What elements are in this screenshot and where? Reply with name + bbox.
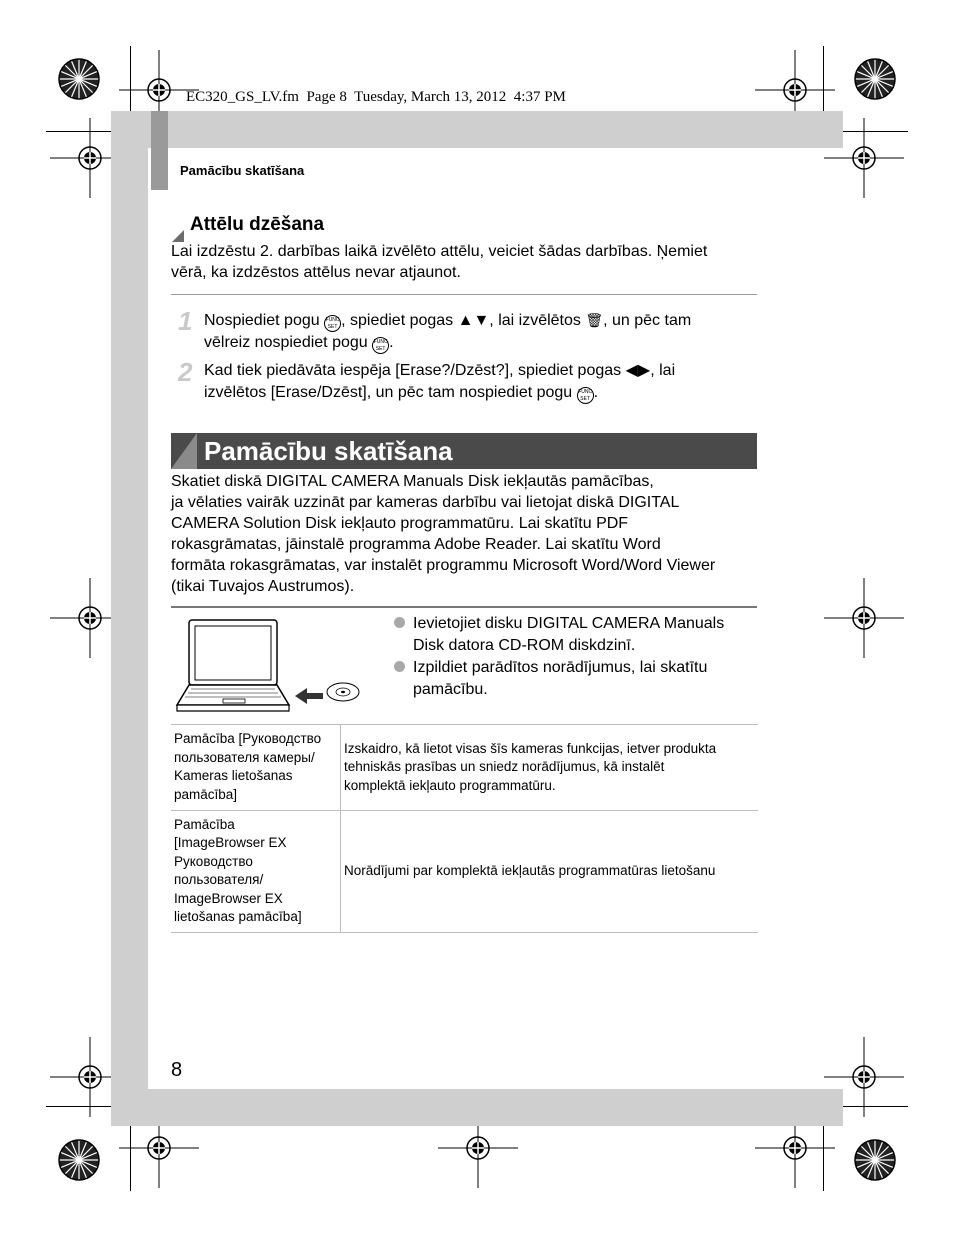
manuals-table <box>171 725 758 933</box>
left-band <box>111 148 148 1126</box>
step-number: 1 <box>178 306 193 336</box>
file-info: EC320_GS_LV.fm Page 8 Tuesday, March 13, 2012 4:37 PM <box>186 89 566 105</box>
intro-line: CAMERA Solution Disk iekļauto programmatūru. Lai skatītu PDF <box>171 515 629 532</box>
manual-desc-cell: Norādījumi par komplektā iekļautās programmatūras lietošanu <box>344 862 716 878</box>
manual-name-cell: Pamācība [Руководство пользователя камеры/ Kameras lietošanas pamācība] <box>171 725 341 810</box>
intro-line: ja vēlaties vairāk uzzināt par kameras darbību vai lietojat diskā DIGITAL <box>171 494 680 511</box>
func-set-icon: FUNC SET <box>325 317 340 330</box>
intro-paragraph <box>171 241 707 283</box>
step-text: Kad tiek piedāvāta iespēja [Erase?/Dzēst?], spiediet pogas ◀▶, lai izvēlētos [Erase/Dzēst], un pēc tam nospiediet pogu FUNC SET . <box>204 362 676 402</box>
func-set-icon: FUNC SET <box>373 339 388 352</box>
divider <box>171 294 757 295</box>
section-heading: Pamācību skatīšana <box>204 436 453 466</box>
manual-name-cell: Pamācība [ImageBrowser EX Руководство пользователя/ ImageBrowser EX lietošanas pamācība] <box>171 810 341 932</box>
intro-line: (tikai Tuvajos Austrumos). <box>171 578 355 595</box>
bullet-icon <box>394 617 405 628</box>
up-down-arrows-icon: ▲▼ <box>457 312 490 329</box>
intro-line: vērā, ka izdzēstos attēlus nevar atjaunot. <box>171 264 461 281</box>
section2-intro <box>171 471 715 597</box>
laptop-cd-illustration <box>175 617 365 717</box>
bullet-text: Ievietojiet disku DIGITAL CAMERA Manuals Disk datora CD-ROM diskdzinī. <box>413 615 725 654</box>
intro-line: Lai izdzēstu 2. darbības laikā izvēlēto attēlu, veiciet šādas darbības. Ņemiet <box>171 243 708 260</box>
bullet-text: Izpildiet parādītos norādījumus, lai skatītu pamācību. <box>413 659 708 698</box>
table-row <box>171 810 758 932</box>
table-row <box>171 725 758 810</box>
intro-line: formāta rokasgrāmatas, var instalēt programmu Microsoft Word/Word Viewer <box>171 557 716 574</box>
trash-icon: 🗑 <box>585 312 604 328</box>
intro-line: Skatiet diskā DIGITAL CAMERA Manuals Disk iekļautās pamācības, <box>171 473 654 490</box>
func-set-icon: FUNC SET <box>578 389 593 402</box>
step-number: 2 <box>178 357 193 387</box>
page-number: 8 <box>171 1059 183 1081</box>
header-tab <box>151 111 168 190</box>
section-title: Attēlu dzēšana <box>190 214 325 235</box>
step-text: Nospiediet pogu FUNC SET , spiediet pogas ▲▼, lai izvēlētos 🗑, un pēc tam vēlreiz nospiediet pogu FUNC SET . <box>204 312 692 352</box>
intro-line: rokasgrāmatas, jāinstalē programma Adobe Reader. Lai skatītu Word <box>171 536 661 553</box>
running-header: Pamācību skatīšana <box>180 163 305 178</box>
section-heading-marker-icon <box>171 433 197 469</box>
bottom-band <box>111 1089 843 1126</box>
divider <box>171 606 757 608</box>
bullet-icon <box>394 661 405 672</box>
top-band <box>111 111 843 148</box>
left-right-arrows-icon: ◀▶ <box>625 362 651 379</box>
manual-desc-cell: Izskaidro, kā lietot visas šīs kameras funkcijas, ietver produkta tehniskās prasības un sniedz norādījumus, kā instalēt komplektā iekļauto programmatūru. <box>344 740 717 793</box>
